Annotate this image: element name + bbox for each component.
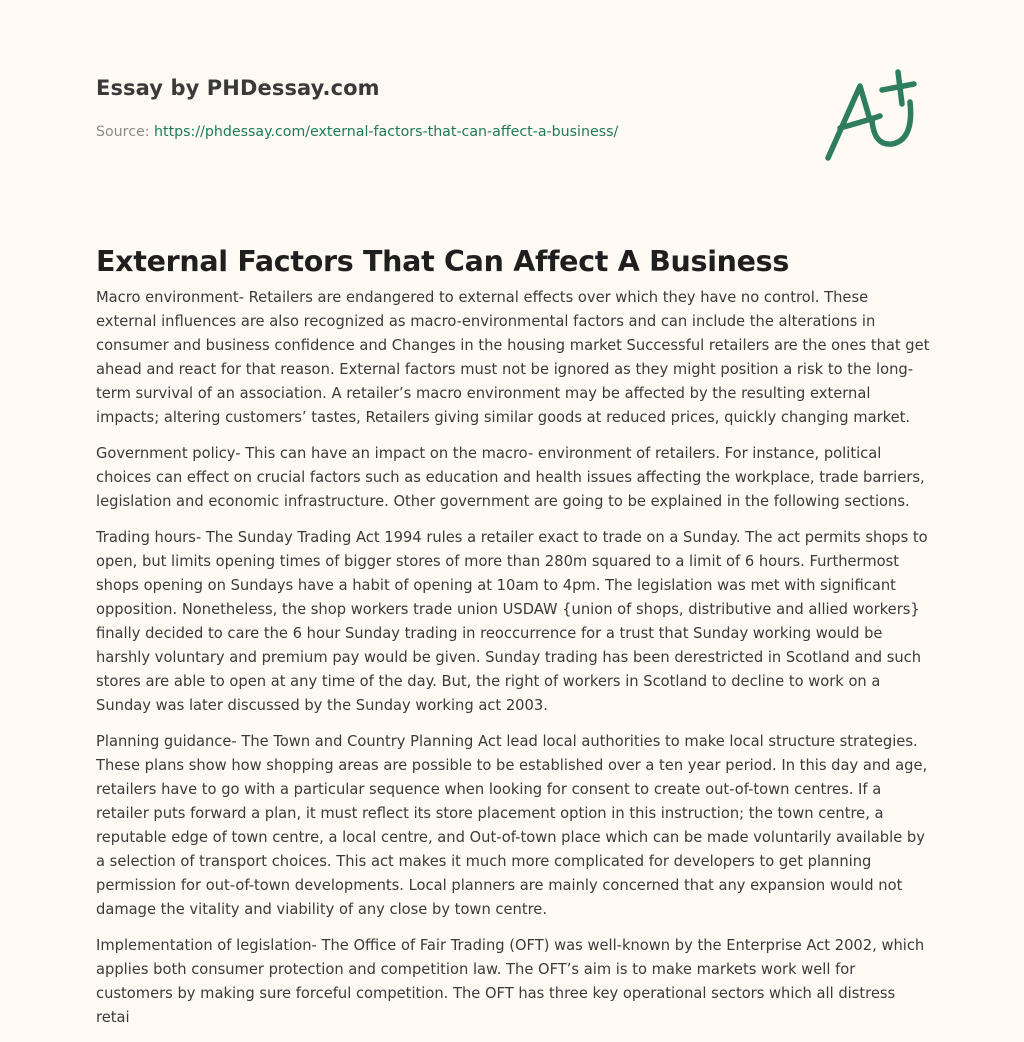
essay-body xyxy=(96,286,932,1042)
source-line xyxy=(96,124,618,140)
page-header xyxy=(96,0,936,180)
paragraph-government-policy: Government policy- This can have an impact on the macro- environment of retailers. For instance, political choices can effect on crucial factors such as education and health issues affecting the workplace, trade barriers, legislation and economic infrastructure. Other government are going to be explained in the following sections. xyxy=(96,445,925,510)
paragraph-macro-environment: Macro environment- Retailers are endangered to external effects over which they have no control. These external influences are also recognized as macro-environmental factors and can include the alterations in consumer and business confidence and Changes in the housing market Successful retailers are the ones that get ahead and react for that reason. External factors must not be ignored as they might position a risk to the long-term survival of an association. A retailer’s macro environment may be affected by the resulting external impacts; altering customers’ tastes, Retailers giving similar goods at reduced prices, quickly changing market. xyxy=(96,289,930,426)
essay-title: External Factors That Can Affect A Business xyxy=(96,245,790,279)
source-label: Source: xyxy=(96,124,155,140)
site-title: Essay by PHDessay.com xyxy=(96,76,380,100)
paragraph-planning-guidance: Planning guidance- The Town and Country Planning Act lead local authorities to make local structure strategies. These plans show how shopping areas are possible to be established over a ten year period. In this day and age, retailers have to go with a particular sequence when looking for consent to create out-of-town centres. If a retailer puts forward a plan, it must reflect its store placement option in this instruction; the town centre, a reputable edge of town centre, a local centre, and Out-of-town place which can be made voluntarily available by a selection of transport choices. This act makes it much more complicated for developers to get planning permission for out-of-town developments. Local planners are mainly concerned that any expansion would not damage the vitality and viability of any close by town centre. xyxy=(96,733,928,918)
paragraph-trading-hours: Trading hours- The Sunday Trading Act 1994 rules a retailer exact to trade on a Sunday. The act permits shops to open, but limits opening times of bigger stores of more than 280m squared to a limit of 6 hours. Furthermost shops opening on Sundays have a habit of opening at 10am to 4pm. The legislation was met with significant opposition. Nonetheless, the shop workers trade union USDAW {union of shops, distributive and allied workers} finally decided to care the 6 hour Sunday trading in reoccurrence for a trust that Sunday working would be harshly voluntary and premium pay would be given. Sunday trading has been derestricted in Scotland and such stores are able to open at any time of the day. But, the right of workers in Scotland to decline to work on a Sunday was later discussed by the Sunday working act 2003. xyxy=(96,529,928,714)
source-link[interactable]: https://phdessay.com/external-factors-that-can-affect-a-business/ xyxy=(154,124,619,140)
a-plus-grade-icon xyxy=(820,66,930,166)
paragraph-implementation-of-legislation: Implementation of legislation- The Office of Fair Trading (OFT) was well-known by the Enterprise Act 2002, which applies both consumer protection and competition law. The OFT’s aim is to make markets work well for customers by making sure forceful competition. The OFT has three key operational sectors which all distress retai xyxy=(96,937,925,1026)
